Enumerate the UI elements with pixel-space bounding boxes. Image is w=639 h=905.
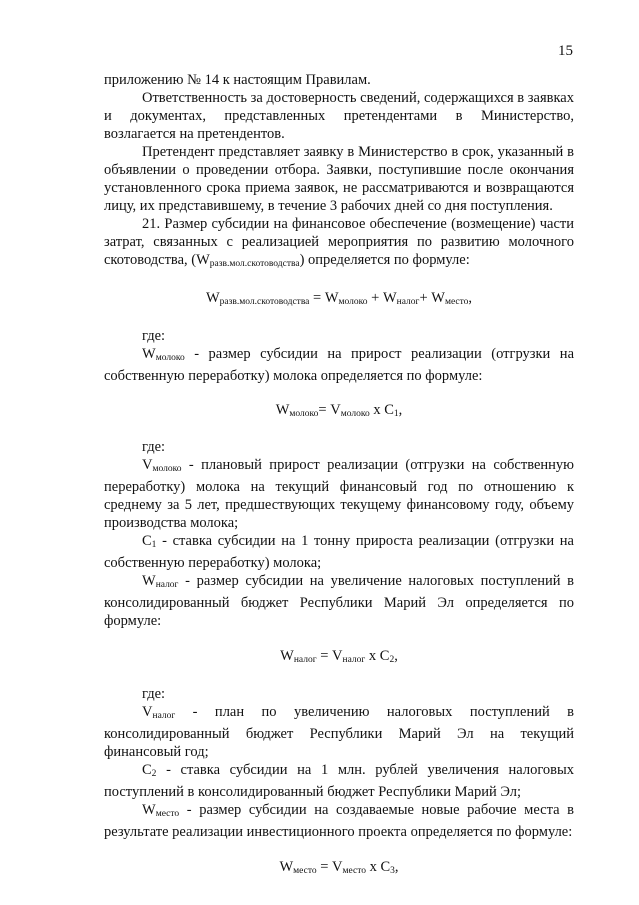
subscript: 3	[390, 866, 395, 876]
text: - ставка субсидии на 1 млн. рублей увеличения налоговых поступлений в консолидированный бюджет Республики Марий Эл;	[104, 762, 574, 800]
text: - размер субсидии на увеличение налоговых поступлений в консолидированный бюджет Республики Марий Эл определяется по формуле:	[104, 573, 574, 629]
symbol: V	[142, 457, 153, 473]
symbol: х C	[369, 402, 394, 418]
subscript: 1	[151, 540, 157, 550]
symbol: = W	[309, 290, 339, 306]
formula-total	[104, 289, 574, 311]
page-number: 15	[558, 43, 573, 59]
symbol: ,	[394, 859, 399, 875]
subscript: 2	[151, 769, 157, 779]
paragraph	[104, 456, 574, 532]
subscript: место	[155, 809, 180, 819]
subscript: налог	[293, 655, 317, 665]
symbol: W	[205, 290, 220, 306]
subscript: разв.мол.скотоводства	[209, 259, 300, 269]
symbol: = V	[318, 402, 341, 418]
paragraph: Ответственность за достоверность сведений, содержащихся в заявках и документах, представленных претендентами в Министерство, возлагается на претендентов.	[104, 90, 574, 142]
subscript: молоко	[289, 409, 319, 419]
symbol: W	[280, 648, 294, 664]
subscript: молоко	[155, 353, 185, 363]
subscript: налог	[396, 297, 420, 307]
symbol: W	[279, 859, 294, 875]
subscript: 1	[393, 409, 399, 419]
subscript: место	[444, 297, 469, 307]
paragraph	[104, 761, 574, 801]
subscript: налог	[155, 580, 179, 590]
symbol: C	[142, 533, 152, 549]
symbol: ,	[398, 402, 403, 418]
text: - размер субсидии на создаваемые новые рабочие места в результате реализации инвестиционного проекта определяется по формуле:	[104, 802, 574, 840]
text: - плановый прирост реализации (отгрузки на собственную переработку) молока на текущий финансовый год по отношению к среднему за 5 лет, предшествующих текущему финансовому году, объему производства молока;	[104, 457, 574, 531]
text: ) определяется по формуле:	[299, 252, 470, 268]
text: - размер субсидии на прирост реализации (отгрузки на собственную переработку) молока определяется по формуле:	[104, 346, 574, 384]
subscript: 2	[389, 655, 395, 665]
symbol: = V	[316, 648, 343, 664]
text: 21. Размер субсидии на финансовое обеспечение (возмещение) части затрат, связанных с реализацией мероприятия по развитию молочного скотоводства, (W	[104, 216, 574, 268]
symbol: W	[275, 402, 290, 418]
symbol: W	[142, 802, 156, 818]
where-label: где:	[142, 328, 166, 344]
paragraph	[104, 572, 574, 630]
symbol: W	[142, 346, 156, 362]
subscript: место	[342, 866, 366, 876]
subscript: молоко	[338, 297, 368, 307]
subscript: молоко	[152, 464, 182, 474]
formula-tax	[104, 647, 574, 669]
symbol: х C	[365, 859, 391, 875]
paragraph: Претендент представляет заявку в Министерство в срок, указанный в объявлении о проведении отбора. Заявки, поступившие после окончания установленного срока приема заявок, не рассматриваются и возвращаются лицу, их представившему, в течение 3 рабочих дней со дня поступления.	[104, 144, 574, 214]
subscript: место	[293, 866, 317, 876]
formula-milk	[104, 401, 574, 423]
paragraph	[104, 345, 574, 385]
where-label: где:	[142, 686, 166, 702]
symbol: ,	[394, 648, 398, 664]
text: - ставка субсидии на 1 тонну прироста реализации (отгрузки на собственную переработку) молока;	[104, 533, 574, 571]
symbol: + W	[419, 290, 445, 306]
symbol: C	[142, 762, 152, 778]
symbol: ,	[468, 290, 473, 306]
symbol: х C	[365, 648, 390, 664]
subscript: разв.мол.скотоводства	[219, 297, 310, 307]
paragraph	[104, 703, 574, 761]
document-body	[104, 71, 574, 880]
subscript: налог	[342, 655, 366, 665]
subscript: налог	[152, 711, 176, 721]
formula-jobs	[104, 858, 574, 880]
paragraph: приложению № 14 к настоящим Правилам.	[104, 72, 371, 88]
paragraph	[104, 801, 574, 841]
paragraph	[104, 532, 574, 572]
where-label: где:	[142, 439, 166, 455]
symbol: V	[142, 704, 153, 720]
symbol: W	[142, 573, 156, 589]
paragraph-item-21	[104, 215, 574, 273]
symbol: = V	[316, 859, 343, 875]
symbol: + W	[367, 290, 397, 306]
subscript: молоко	[340, 409, 370, 419]
text: - план по увеличению налоговых поступлений в консолидированный бюджет Республики Марий Эл на текущий финансовый год;	[104, 704, 574, 760]
